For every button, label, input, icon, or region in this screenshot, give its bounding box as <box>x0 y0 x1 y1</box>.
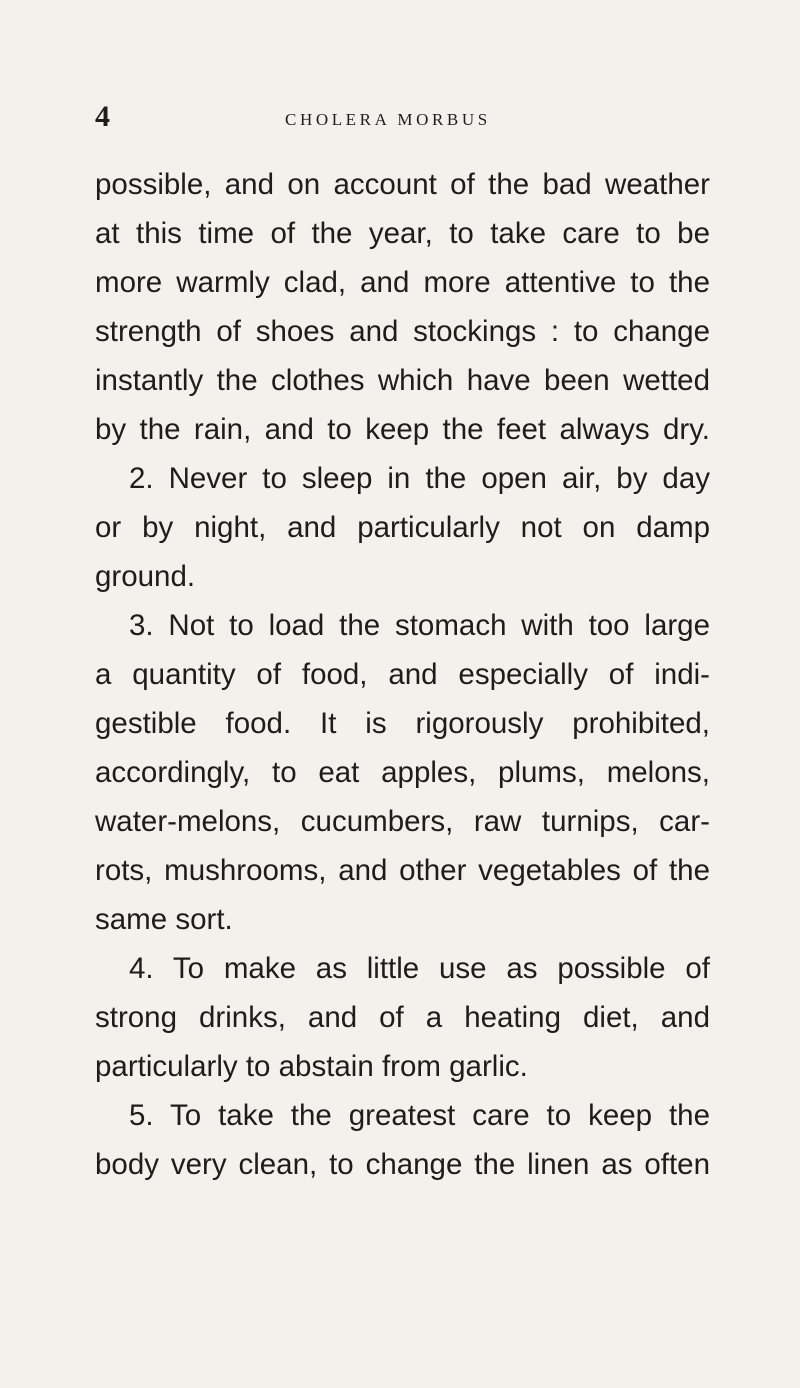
text-line: rots, mushrooms, and other vegetables of the <box>95 854 710 887</box>
text-line: 4. To make as little use as possible of <box>129 952 710 985</box>
text-line: strong drinks, and of a heating diet, and <box>95 1001 710 1034</box>
text-line: 3. Not to load the stomach with too large <box>129 609 710 642</box>
running-title: CHOLERA MORBUS <box>285 110 491 129</box>
text-line: strength of shoes and stockings : to change <box>95 315 710 348</box>
text-line: possible, and on account of the bad weather <box>95 168 710 201</box>
text-line: accordingly, to eat apples, plums, melons, <box>95 756 710 789</box>
text-line: by the rain, and to keep the feet always dry. <box>95 413 710 446</box>
text-line: same sort. <box>95 903 233 936</box>
text-line: a quantity of food, and especially of indi- <box>95 658 710 691</box>
page-number: 4 <box>95 100 110 133</box>
text-line: more warmly clad, and more attentive to the <box>95 266 710 299</box>
text-line: ground. <box>95 560 196 593</box>
text-line: 5. To take the greatest care to keep the <box>129 1099 710 1132</box>
text-line: or by night, and particularly not on damp <box>95 511 710 544</box>
text-line: gestible food. It is rigorously prohibited, <box>95 707 710 740</box>
text-line: instantly the clothes which have been wetted <box>95 364 710 397</box>
text-line: body very clean, to change the linen as often <box>95 1148 710 1181</box>
text-line: particularly to abstain from garlic. <box>95 1050 528 1083</box>
body-text <box>95 160 710 1189</box>
text-line: water-melons, cucumbers, raw turnips, car- <box>95 805 710 838</box>
text-line: 2. Never to sleep in the open air, by day <box>129 462 710 495</box>
page-header <box>95 100 715 136</box>
text-line: at this time of the year, to take care to be <box>95 217 710 250</box>
